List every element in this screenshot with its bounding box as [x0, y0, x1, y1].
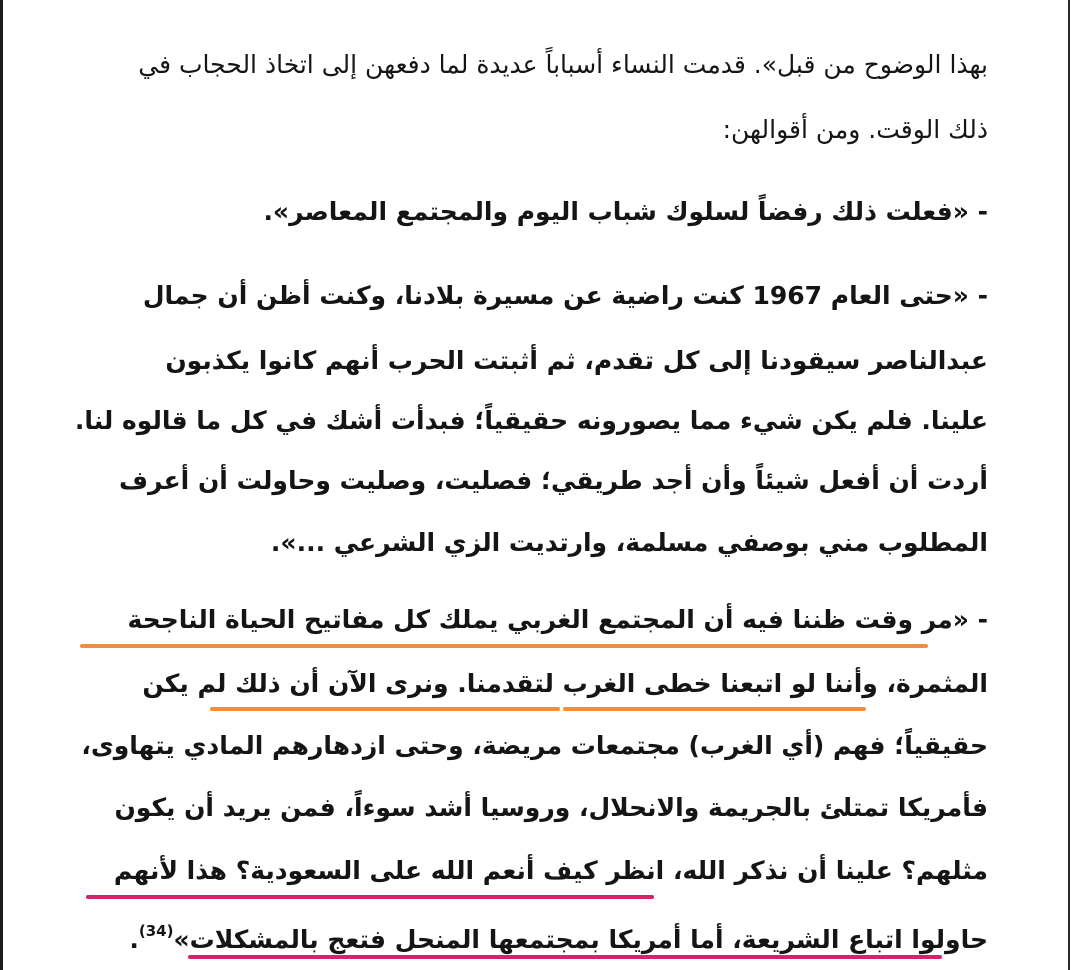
quote-3-line-5: مثلهم؟ علينا أن نذكر الله، انظر كيف أنعم الله على السعودية؟ هذا لأنهم	[113, 856, 988, 885]
quote-3-line-6	[129, 914, 988, 957]
footnote-ref: (34)	[138, 922, 174, 940]
quote-2-line-3: علينا. فلم يكن شيء مما يصورونه حقيقياً؛ فبدأت أشك في كل ما قالوه لنا.	[74, 406, 988, 435]
quote-1-line-1: - «فعلت ذلك رفضاً لسلوك شباب اليوم والمجتمع المعاصر».	[263, 197, 988, 226]
quote-2-line-1: - «حتى العام 1967 كنت راضية عن مسيرة بلادنا، وكنت أظن أن جمال	[142, 281, 988, 310]
intro-line-1: بهذا الوضوح من قبل». قدمت النساء أسباباً عديدة لما دفعهن إلى اتخاذ الحجاب في	[138, 50, 988, 79]
intro-line-2: ذلك الوقت. ومن أقوالهن:	[722, 115, 988, 144]
quote-3-line-2: المثمرة، وأننا لو اتبعنا خطى الغرب لتقدمنا. ونرى الآن أن ذلك لم يكن	[142, 669, 988, 698]
quote-2-line-5: المطلوب مني بوصفي مسلمة، وارتديت الزي الشرعي ...».	[270, 528, 988, 557]
quote-2-line-2: عبدالناصر سيقودنا إلى كل تقدم، ثم أثبتت الحرب أنهم كانوا يكذبون	[165, 346, 988, 375]
quote-2-line-4: أردت أن أفعل شيئاً وأن أجد طريقي؛ فصليت، وصليت وحاولت أن أعرف	[119, 466, 988, 495]
highlight-underline-orange-2	[563, 707, 866, 711]
highlight-underline-orange-1	[80, 644, 928, 648]
highlight-underline-orange-3	[210, 707, 560, 711]
quote-3-line-3: حقيقياً؛ فهم (أي الغرب) مجتمعات مريضة، وحتى ازدهارهم المادي يتهاوى،	[81, 731, 988, 760]
highlight-underline-pink-2	[188, 955, 942, 959]
quote-3-line-1: - «مر وقت ظننا فيه أن المجتمع الغربي يملك كل مفاتيح الحياة الناجحة	[127, 605, 988, 634]
quote-3-line-6-text: حاولوا اتباع الشريعة، أما أمريكا بمجتمعها المنحل فتعج بالمشكلات»	[173, 925, 988, 954]
quote-3-end-mark: .	[129, 925, 139, 954]
quote-3-line-4: فأمريكا تمتلئ بالجريمة والانحلال، وروسيا أشد سوءاً، فمن يريد أن يكون	[114, 793, 988, 822]
highlight-underline-pink-1	[86, 895, 654, 899]
